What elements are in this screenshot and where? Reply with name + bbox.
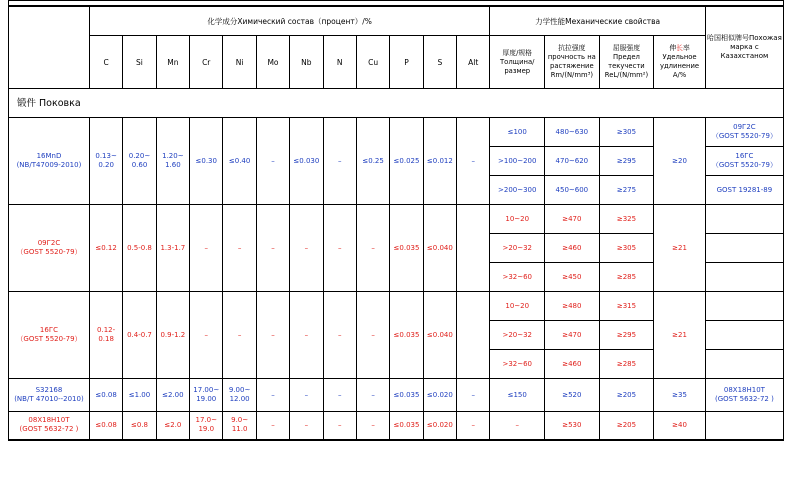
grade-header-cell (9, 6, 90, 89)
cell-similar (705, 321, 783, 350)
cell-thickness: ≤150 (490, 379, 545, 412)
cell-p: ≤0.035 (390, 292, 423, 379)
cell-tensile: ≥470 (545, 205, 600, 234)
cell-mo: – (256, 118, 289, 205)
cell-tensile: 470~620 (545, 147, 600, 176)
cell-mn: 0.9-1.2 (156, 292, 189, 379)
cell-yield: ≥205 (599, 379, 654, 412)
cell-thickness: >32~60 (490, 263, 545, 292)
cell-si: 0.20~ 0.60 (123, 118, 156, 205)
cell-mo: – (256, 205, 289, 292)
cell-ni: – (223, 205, 256, 292)
steel-spec-table-wrapper (8, 0, 784, 441)
section-title: 锻件 Поковка (9, 89, 784, 118)
chem-group-header: 化学成分Химический состав（процент）/% (89, 6, 490, 36)
cell-yield: ≥285 (599, 350, 654, 379)
cell-p: ≤0.035 (390, 412, 423, 440)
cell-s: ≤0.040 (423, 292, 456, 379)
cell-thickness: – (490, 412, 545, 440)
cell-mo: – (256, 412, 289, 440)
cell-thickness: >20~32 (490, 234, 545, 263)
cell-elongation: ≥20 (654, 118, 706, 205)
table-row (9, 379, 784, 412)
cell-tensile: ≥460 (545, 234, 600, 263)
cell-thickness: 10~20 (490, 292, 545, 321)
cell-yield: ≥295 (599, 321, 654, 350)
group-header-row (9, 6, 784, 36)
cell-similar: GOST 19281-89 (705, 176, 783, 205)
cell-similar (705, 350, 783, 379)
cell-cu: – (356, 379, 389, 412)
cell-similar (705, 234, 783, 263)
cell-si: ≤1.00 (123, 379, 156, 412)
cell-mn: ≤2.00 (156, 379, 189, 412)
cell-ni: 9.0~ 11.0 (223, 412, 256, 440)
cell-s: ≤0.020 (423, 379, 456, 412)
steel-spec-table (8, 0, 784, 441)
grade-cell: S32168 (NB/T 47010--2010) (9, 379, 90, 412)
cell-cr: 17.00~ 19.00 (190, 379, 223, 412)
cell-alt: – (457, 379, 490, 412)
cell-yield: ≥305 (599, 234, 654, 263)
cell-c: ≤0.12 (89, 205, 122, 292)
cell-tensile: ≥530 (545, 412, 600, 440)
cell-thickness: >32~60 (490, 350, 545, 379)
cell-c: 0.12- 0.18 (89, 292, 122, 379)
cell-alt: – (457, 118, 490, 205)
elong-char-3: 率Удельное удлинение A/% (659, 44, 700, 79)
cell-si: 0.5-0.8 (123, 205, 156, 292)
col-alt: Alt (457, 36, 490, 89)
cell-yield: ≥315 (599, 292, 654, 321)
cell-cr: – (190, 205, 223, 292)
cell-tensile: ≥460 (545, 350, 600, 379)
cell-nb: ≤0.030 (290, 118, 323, 205)
cell-similar (705, 263, 783, 292)
cell-ni: 9.00~ 12.00 (223, 379, 256, 412)
cell-elongation: ≥40 (654, 412, 706, 440)
cell-n: – (323, 292, 356, 379)
cell-cr: – (190, 292, 223, 379)
cell-c: ≤0.08 (89, 412, 122, 440)
col-yield: 屈服强度Предел текучести ReL/(N/mm²) (599, 36, 654, 89)
column-header-row (9, 36, 784, 89)
col-mn: Mn (156, 36, 189, 89)
cell-mo: – (256, 379, 289, 412)
cell-tensile: 450~600 (545, 176, 600, 205)
cell-yield: ≥325 (599, 205, 654, 234)
cell-similar: 16ГС （GOST 5520-79） (705, 147, 783, 176)
cell-nb: – (290, 205, 323, 292)
cell-n: – (323, 412, 356, 440)
cell-thickness: 10~20 (490, 205, 545, 234)
cell-tensile: ≥520 (545, 379, 600, 412)
cell-cu: – (356, 412, 389, 440)
cell-nb: – (290, 379, 323, 412)
cell-yield: ≥295 (599, 147, 654, 176)
cell-elongation: ≥35 (654, 379, 706, 412)
cell-tensile: ≥470 (545, 321, 600, 350)
cell-alt (457, 205, 490, 292)
col-si: Si (123, 36, 156, 89)
cell-alt: – (457, 412, 490, 440)
cell-s: ≤0.040 (423, 205, 456, 292)
cell-yield: ≥275 (599, 176, 654, 205)
cell-cu: ≤0.25 (356, 118, 389, 205)
cell-alt (457, 292, 490, 379)
col-ni: Ni (223, 36, 256, 89)
similar-grade-header: 哈国相似牌号Похожая марка с Казахстаном (705, 6, 783, 89)
cell-thickness: >20~32 (490, 321, 545, 350)
cell-ni: – (223, 292, 256, 379)
cell-similar: 09Г2С （GOST 5520-79） (705, 118, 783, 147)
cell-tensile: 480~630 (545, 118, 600, 147)
cell-yield: ≥285 (599, 263, 654, 292)
col-c: C (89, 36, 122, 89)
col-thickness: 厚度/规格 Толщина/размер (490, 36, 545, 89)
cell-cr: 17.0~ 19.0 (190, 412, 223, 440)
cell-tensile: ≥450 (545, 263, 600, 292)
cell-s: ≤0.020 (423, 412, 456, 440)
cell-p: ≤0.035 (390, 205, 423, 292)
col-cu: Cu (356, 36, 389, 89)
elong-char-1: 伸 (669, 44, 677, 52)
grade-cell: 08Х18Н10Т (GOST 5632-72 ) (9, 412, 90, 440)
cell-ni: ≤0.40 (223, 118, 256, 205)
elong-char-2: 长 (676, 44, 683, 52)
table-row (9, 118, 784, 147)
cell-cu: – (356, 292, 389, 379)
cell-yield: ≥305 (599, 118, 654, 147)
section-row (9, 89, 784, 118)
cell-n: – (323, 205, 356, 292)
cell-thickness: ≤100 (490, 118, 545, 147)
cell-yield: ≥205 (599, 412, 654, 440)
col-s: S (423, 36, 456, 89)
grade-cell: 16MnD (NB/T47009-2010) (9, 118, 90, 205)
cell-c: ≤0.08 (89, 379, 122, 412)
cell-similar (705, 205, 783, 234)
cell-mn: 1.3-1.7 (156, 205, 189, 292)
grade-cell: 16ГС （GOST 5520-79） (9, 292, 90, 379)
grade-cell: 09Г2С （GOST 5520-79） (9, 205, 90, 292)
mech-group-header: 力学性能Механические свойства (490, 6, 705, 36)
col-mo: Mo (256, 36, 289, 89)
cell-cu: – (356, 205, 389, 292)
cell-tensile: ≥480 (545, 292, 600, 321)
cell-elongation: ≥21 (654, 292, 706, 379)
cell-mn: 1.20~ 1.60 (156, 118, 189, 205)
cell-si: 0.4-0.7 (123, 292, 156, 379)
cell-p: ≤0.025 (390, 118, 423, 205)
col-nb: Nb (290, 36, 323, 89)
cell-elongation: ≥21 (654, 205, 706, 292)
cell-c: 0.13~ 0.20 (89, 118, 122, 205)
cell-cr: ≤0.30 (190, 118, 223, 205)
col-cr: Cr (190, 36, 223, 89)
col-elongation (654, 36, 706, 89)
col-tensile: 抗拉强度прочность на растяжение Rm/(N/mm³) (545, 36, 600, 89)
cell-p: ≤0.035 (390, 379, 423, 412)
table-row (9, 205, 784, 234)
table-row (9, 412, 784, 440)
cell-si: ≤0.8 (123, 412, 156, 440)
table-row (9, 292, 784, 321)
cell-mo: – (256, 292, 289, 379)
cell-nb: – (290, 292, 323, 379)
cell-thickness: >100~200 (490, 147, 545, 176)
cell-thickness: >200~300 (490, 176, 545, 205)
cell-similar (705, 292, 783, 321)
col-n: N (323, 36, 356, 89)
cell-similar (705, 412, 783, 440)
cell-nb: – (290, 412, 323, 440)
col-p: P (390, 36, 423, 89)
cell-n: – (323, 118, 356, 205)
cell-s: ≤0.012 (423, 118, 456, 205)
cell-mn: ≤2.0 (156, 412, 189, 440)
cell-similar: 08Х18Н10Т (GOST 5632-72 ) (705, 379, 783, 412)
cell-n: – (323, 379, 356, 412)
